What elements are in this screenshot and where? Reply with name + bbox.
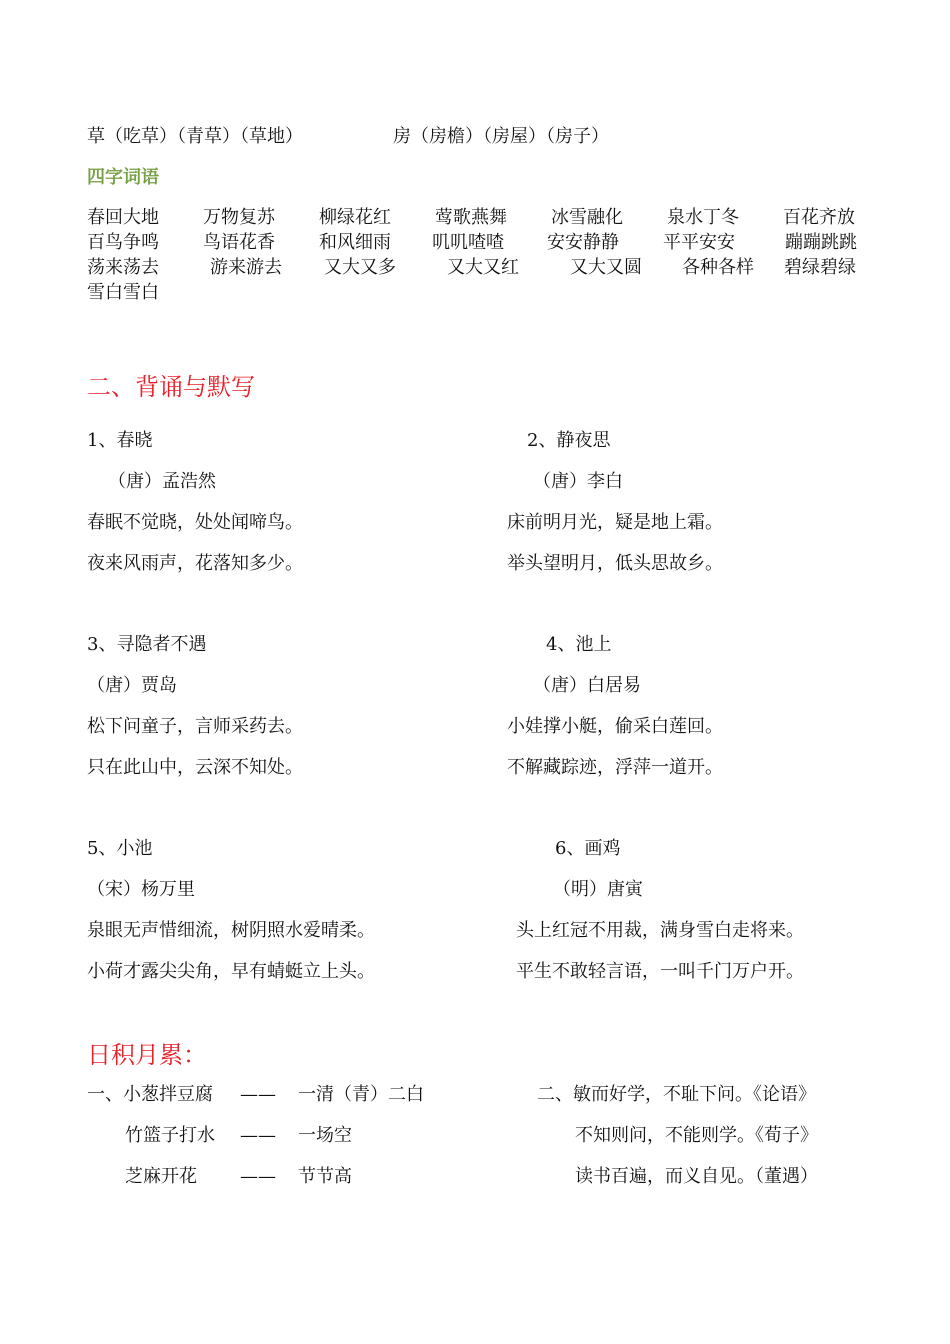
xiehouyu-phrase: 一、小葱拌豆腐 — [87, 1084, 213, 1105]
poem-line: 只在此山中，云深不知处。 — [87, 757, 303, 778]
poem-line: 平生不敢轻言语，一叫千门万户开。 — [516, 961, 804, 982]
idiom-item: 百花齐放 — [783, 207, 855, 228]
quote-line: 不知则问，不能则学。《荀子》 — [575, 1125, 818, 1146]
xiehouyu-dash: —— — [240, 1166, 276, 1187]
poem-title: 6、画鸡 — [555, 838, 621, 859]
poem-line: 夜来风雨声，花落知多少。 — [87, 553, 303, 574]
idiom-item: 冰雪融化 — [551, 207, 623, 228]
section-heading-accumulate: 日积月累： — [87, 1041, 207, 1069]
poem-title: 1、春晓 — [87, 430, 153, 451]
poem-line: 不解藏踪迹，浮萍一道开。 — [507, 757, 723, 778]
xiehouyu-dash: —— — [240, 1084, 276, 1105]
idiom-item: 和风细雨 — [319, 232, 391, 253]
poem-title: 5、小池 — [87, 838, 153, 859]
idiom-item: 万物复苏 — [203, 207, 275, 228]
word-group-fang: 房（房檐）（房屋）（房子） — [393, 126, 609, 147]
idiom-item: 蹦蹦跳跳 — [785, 232, 857, 253]
idiom-item: 鸟语花香 — [203, 232, 275, 253]
xiehouyu-phrase: 竹篮子打水 — [125, 1125, 215, 1146]
quote-line: 读书百遍，而义自见。（董遇） — [575, 1166, 818, 1187]
idiom-item: 春回大地 — [87, 207, 159, 228]
poem-title: 4、池上 — [546, 634, 612, 655]
idiom-item: 各种各样 — [682, 257, 754, 278]
xiehouyu-dash: —— — [240, 1125, 276, 1146]
xiehouyu-answer: 节节高 — [298, 1166, 352, 1187]
poem-line: 床前明月光，疑是地上霜。 — [507, 512, 723, 533]
idiom-item: 叽叽喳喳 — [432, 232, 504, 253]
poem-line: 举头望明月，低头思故乡。 — [507, 553, 723, 574]
poem-author: （唐）孟浩然 — [108, 471, 216, 492]
poem-line: 泉眼无声惜细流，树阴照水爱晴柔。 — [87, 920, 375, 941]
idiom-item: 又大又红 — [447, 257, 519, 278]
poem-line: 松下问童子，言师采药去。 — [87, 716, 303, 737]
poem-title: 2、静夜思 — [527, 430, 611, 451]
poem-author: （明）唐寅 — [553, 879, 643, 900]
idiom-item: 游来游去 — [210, 257, 282, 278]
idiom-item: 柳绿花红 — [319, 207, 391, 228]
poem-line: 小荷才露尖尖角，早有蜻蜓立上头。 — [87, 961, 375, 982]
idiom-item: 又大又圆 — [570, 257, 642, 278]
xiehouyu-phrase: 芝麻开花 — [125, 1166, 197, 1187]
section-heading-recite: 二、背诵与默写 — [87, 373, 255, 401]
quote-line: 二、敏而好学，不耻下问。《论语》 — [537, 1084, 816, 1105]
xiehouyu-answer: 一清（青）二白 — [298, 1084, 424, 1105]
poem-author: （唐）李白 — [533, 471, 623, 492]
poem-author: （唐）贾岛 — [87, 675, 177, 696]
xiehouyu-answer: 一场空 — [298, 1125, 352, 1146]
idiom-item: 平平安安 — [663, 232, 735, 253]
idiom-item: 荡来荡去 — [87, 257, 159, 278]
idiom-item: 雪白雪白 — [87, 282, 159, 303]
idiom-item: 安安静静 — [547, 232, 619, 253]
idiom-item: 泉水丁冬 — [667, 207, 739, 228]
four-char-heading: 四字词语 — [87, 167, 159, 188]
poem-title: 3、寻隐者不遇 — [87, 634, 207, 655]
poem-line: 头上红冠不用裁，满身雪白走将来。 — [516, 920, 804, 941]
poem-author: （宋）杨万里 — [87, 879, 195, 900]
idiom-item: 又大又多 — [324, 257, 396, 278]
idiom-item: 碧绿碧绿 — [784, 257, 856, 278]
poem-line: 春眠不觉晓，处处闻啼鸟。 — [87, 512, 303, 533]
poem-line: 小娃撑小艇，偷采白莲回。 — [507, 716, 723, 737]
poem-author: （唐）白居易 — [533, 675, 641, 696]
idiom-item: 百鸟争鸣 — [87, 232, 159, 253]
idiom-item: 莺歌燕舞 — [435, 207, 507, 228]
word-group-cao: 草（吃草）（青草）（草地） — [87, 126, 303, 147]
